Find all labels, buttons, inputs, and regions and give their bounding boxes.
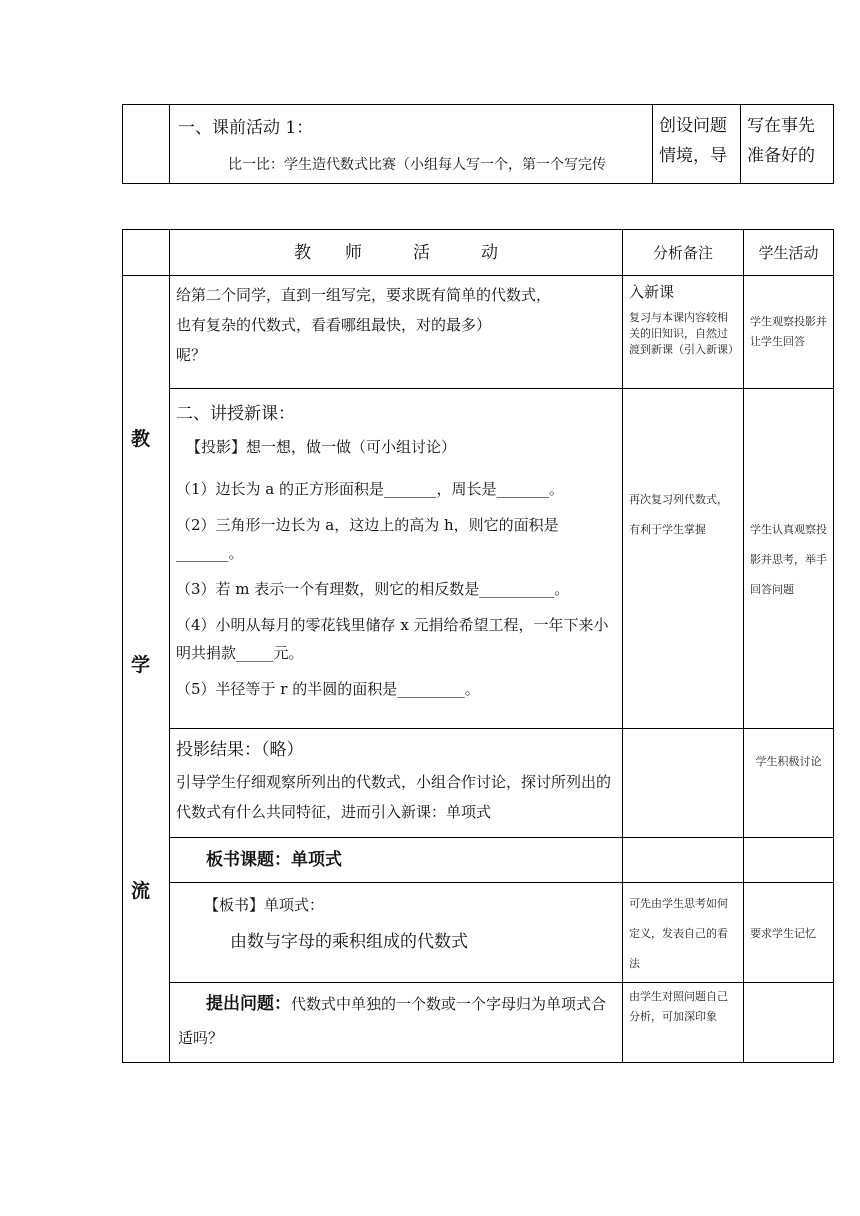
row2-heading: 二、讲授新课： [176, 404, 295, 424]
empty-cell [123, 105, 170, 184]
header-student-activity: 学生活动 [744, 230, 834, 276]
board-topic-label: 板书课题： [206, 850, 291, 870]
row1-line1: 给第二个同学，直到一组写完，要求既有简单的代数式， [176, 286, 552, 304]
row5-content [170, 883, 623, 983]
row2-note: 再次复习列代数式，有利于学生掌握 [623, 389, 744, 729]
row2-content [170, 389, 623, 729]
pre-class-title: 一、课前活动 1： [178, 118, 314, 138]
question-5: （5）半径等于 r 的半圆的面积是_________。 [176, 680, 480, 698]
row6-content [170, 983, 623, 1063]
pre-class-student-cell [741, 105, 834, 184]
row1-line2: 也有复杂的代数式，看看哪组最快，对的最多） [176, 316, 492, 334]
question-1: （1）边长为 a 的正方形面积是_______，周长是_______。 [176, 480, 565, 498]
pre-class-note: 创设问题情境，导 [659, 116, 727, 166]
row3-title: 投影结果：（略） [176, 740, 304, 760]
row1-content [170, 276, 623, 389]
question-prompt-body: 代数式中单独的一个数或一个字母归为单项式合适吗？ [178, 995, 607, 1047]
pre-class-student: 写在事先准备好的 [747, 116, 815, 166]
question-2: （2）三角形一边长为 a，这边上的高为 h，则它的面积是_______。 [176, 516, 559, 562]
row4-content [170, 838, 623, 883]
pre-class-subtitle: 比一比：学生造代数式比赛（小组每人写一个，第一个写完传 [228, 157, 606, 173]
pre-class-note-cell [653, 105, 741, 184]
side-label-liu: 流 [131, 880, 151, 902]
row1-note [623, 276, 744, 389]
question-prompt-label: 提出问题： [206, 994, 291, 1014]
row4-student [744, 838, 834, 883]
row6-note: 由学生对照问题自己分析，可加深印象 [623, 983, 744, 1063]
header-analysis: 分析备注 [623, 230, 744, 276]
row1-student: 学生观察投影并让学生回答 [744, 276, 834, 389]
empty-header-cell [123, 230, 170, 276]
teaching-process-table [122, 229, 834, 1063]
row1-note-body: 复习与本课内容较相关的旧知识，自然过渡到新课（引入新课） [629, 311, 739, 356]
pre-class-activity-cell [170, 105, 653, 184]
side-label-jiao: 教 [131, 428, 151, 450]
board-topic-value: 单项式 [291, 850, 342, 870]
question-3: （3）若 m 表示一个有理数，则它的相反数是__________。 [176, 580, 570, 598]
header-teacher-activity: 教 师 活 动 [170, 230, 623, 276]
row2-student: 学生认真观察投影并思考，举手回答问题 [744, 389, 834, 729]
row4-note [623, 838, 744, 883]
row1-line3: 呢？ [176, 346, 207, 364]
row5-note: 可先由学生思考如何定义，发表自己的看法 [623, 883, 744, 983]
row1-note-title: 入新课 [629, 283, 675, 301]
row3-note [623, 729, 744, 838]
row2-projection: 【投影】想一想，做一做（可小组讨论） [186, 438, 457, 456]
board-definition-label: 【板书】单项式： [204, 896, 325, 914]
side-label-xue: 学 [131, 654, 151, 676]
board-definition-text: 由数与字母的乘积组成的代数式 [230, 932, 468, 952]
question-4: （4）小明从每月的零花钱里储存 x 元捐给希望工程，一年下来小明共捐款_____元。 [176, 616, 609, 662]
row5-student: 要求学生记忆 [744, 883, 834, 983]
row3-content [170, 729, 623, 838]
row6-student [744, 983, 834, 1063]
row3-body: 引导学生仔细观察所列出的代数式，小组合作讨论，探讨所列出的代数式有什么共同特征，进而引入新课：单项式 [176, 773, 612, 821]
pre-class-table [122, 104, 834, 184]
row3-student: 学生积极讨论 [744, 729, 834, 838]
